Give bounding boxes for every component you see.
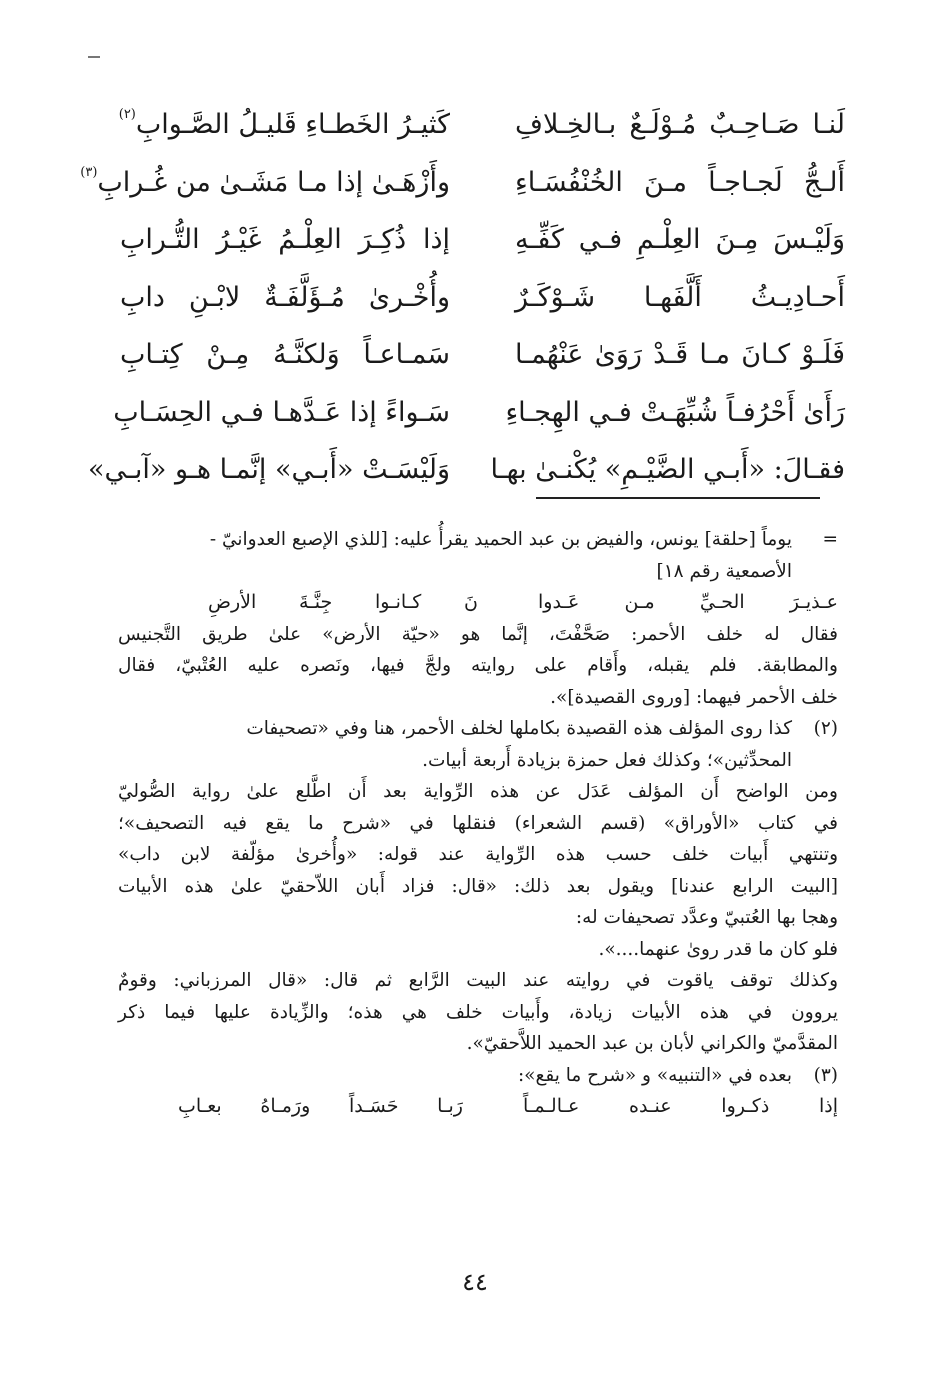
note-text: كذا روى المؤلف هذه القصيدة بكاملها لخلف الأحمر، هنا وفي «تصحيفات [246, 718, 792, 739]
note-line: في كتاب «الأوراق» (قسم الشعراء) فنقلها في «شرح ما يقع فيه التصحيف»؛ [118, 812, 838, 834]
poem [80, 96, 845, 499]
note-line: فلو كان ما قدر روىٰ عنهما....». [598, 938, 838, 960]
footnote-separator [536, 497, 820, 499]
note-marker: (٢) [813, 718, 838, 739]
note-line: الأصمعية رقم ١٨] [656, 560, 792, 582]
note-line: ومن الواضح أَن المؤلف عَدَل عن هذه الرِّواية بعد أَن اطَّلع علىٰ رواية الصُّوليّ [118, 781, 838, 802]
footnotes [118, 524, 838, 1123]
poem-row [100, 211, 845, 269]
note-line: المقدَّميّ والكراني لأبان بن عبد الحميد اللاَّحقيّ». [466, 1033, 838, 1054]
poem-hemistich-second: وأُخْـرىٰ مُـؤَلَّفَـةٌ لابْـنِ دابِ [120, 281, 450, 313]
poem-row [80, 154, 845, 212]
note-verse-second: رَبـا حَسَـداً ورَمـاهُ بعـابِ [178, 1095, 463, 1117]
note-verse [118, 587, 838, 619]
poem-hemistich-first: أَحـادِيـثُ أَلَّفَهـا شَـوْكَـرٌ [515, 281, 845, 313]
note-marker: (٣) [813, 1064, 838, 1086]
note-text: بعده في «التنبيه» و «شرح ما يقع»: [517, 1064, 792, 1086]
note-verse [118, 1091, 838, 1123]
footnote-ref: (٢) [118, 107, 136, 122]
poem-hemistich-second [80, 154, 450, 212]
poem-hemistich-second: سَـواءً إذا عَـدَّهـا فـي الحِسَـابِ [113, 396, 450, 428]
poem-hemistich-second: سَمـاعـاً وَلكنَّـهُ مِـنْ كِتـابِ [120, 339, 450, 370]
note-line [118, 1060, 838, 1092]
poem-row [100, 269, 845, 327]
footnote-ref: (٣) [80, 164, 98, 180]
poem-hemistich-first: وَلَيْـسَ مِـنَ العِلْـمِ فـي كَفِّـهِ [515, 224, 845, 255]
poem-hemistich-second: إذا ذُكِـرَ العِلْـمُ غَيْـرُ التُّـرابِ [120, 224, 450, 255]
note-line: [البيت الرابع عندنا] ويقول بعد ذلك: «قال: فزاد أَبان اللاّحقيّ علىٰ هذه الأبيات [118, 875, 838, 897]
note-line [118, 524, 838, 556]
note-line: يروون في هذه الأبيات زيادة، وأَبيات خلف هي هذه؛ والزِّيادة عليها فيما ذكر [118, 1001, 838, 1023]
page-number: ٤٤ [462, 1268, 488, 1296]
note-line: والمطابقة. فلم يقبله، وأَقام على روايته ولجَّ فيها، ونَصره عليه العُتْبيّ، فقال [118, 655, 838, 676]
poem-hemistich-first: فقـالَ: «أَبـي الضَّيْـمِ» يُكْنـىٰ بهـا [490, 454, 845, 485]
note-verse-first: عـذيـرَ الحـيِّ مـن عَـدوا [538, 591, 838, 613]
note-text: يوماً [حلقة] يونس، والفيض بن عبد الحميد يقرأُ عليه: [للذي الإصبع العدوانيّ - [209, 529, 792, 550]
note-line: فقال له خلف الأحمر: صَحَّفْتَ، إنَّما هو «حيّة الأرض» علىٰ طريق التَّجنيس [118, 623, 838, 645]
poem-hemistich-text: كَثيـرُ الخَطـاءِ قَليـلُ الصَّـوابِ [135, 109, 450, 140]
note-line: وتنتهي أَبيات خلف حسب هذه الرِّواية عند قوله: «وأُخرىٰ مؤلّفة لابن داب» [118, 844, 838, 865]
poem-hemistich-second [120, 96, 450, 154]
poem-row [100, 384, 845, 442]
poem-row [87, 441, 845, 499]
note-verse-second: نَ كـانـوا جِنَّـةَ الأرضِ [208, 591, 478, 613]
note-marker: = [822, 529, 838, 550]
note-line: وهجا بها العُتبيّ وعدَّد تصحيفات له: [575, 907, 838, 928]
note-verse-first: إذا ذكـروا عنـده عـالـمـاً [523, 1095, 838, 1117]
note-line [118, 713, 838, 745]
poem-hemistich-text: وأَزْهَـىٰ إذا مـا مَشَـىٰ من غُـرابِ [97, 166, 450, 198]
poem-hemistich-second: وَلَيْسَـتْ «أَبـي» إنَّمـا هـو «آبـي» [87, 454, 450, 485]
poem-row [100, 96, 845, 154]
note-line: خلف الأحمر فيهما: [وروى القصيدة]». [550, 686, 838, 708]
poem-hemistich-first: أَلـجُّ لَجـاجـاً مـنَ الخُنْفُسَـاءِ [515, 166, 845, 198]
poem-hemistich-first: رَأَىٰ أَحْرُفـاً شُبِّهَـتْ فـي الهِجـاءِ [505, 396, 845, 428]
poem-hemistich-first: فَلَـوْ كـانَ مـا قَـدْ رَوَىٰ عَنْهُمـا [515, 339, 845, 370]
corner-mark [88, 56, 100, 58]
poem-hemistich-first: لَنـا صَـاحِـبٌ مُـوْلَـعٌ بـالخِـلافِ [515, 109, 845, 140]
note-line: المحدِّثين»؛ وكذلك فعل حمزة بزيادة أَربعة أبيات. [422, 749, 792, 771]
note-line: وكذلك توقف ياقوت في روايته عند البيت الرَّابع ثم قال: «قال المرزباني: وقومٌ [118, 970, 838, 991]
poem-row [100, 326, 845, 384]
